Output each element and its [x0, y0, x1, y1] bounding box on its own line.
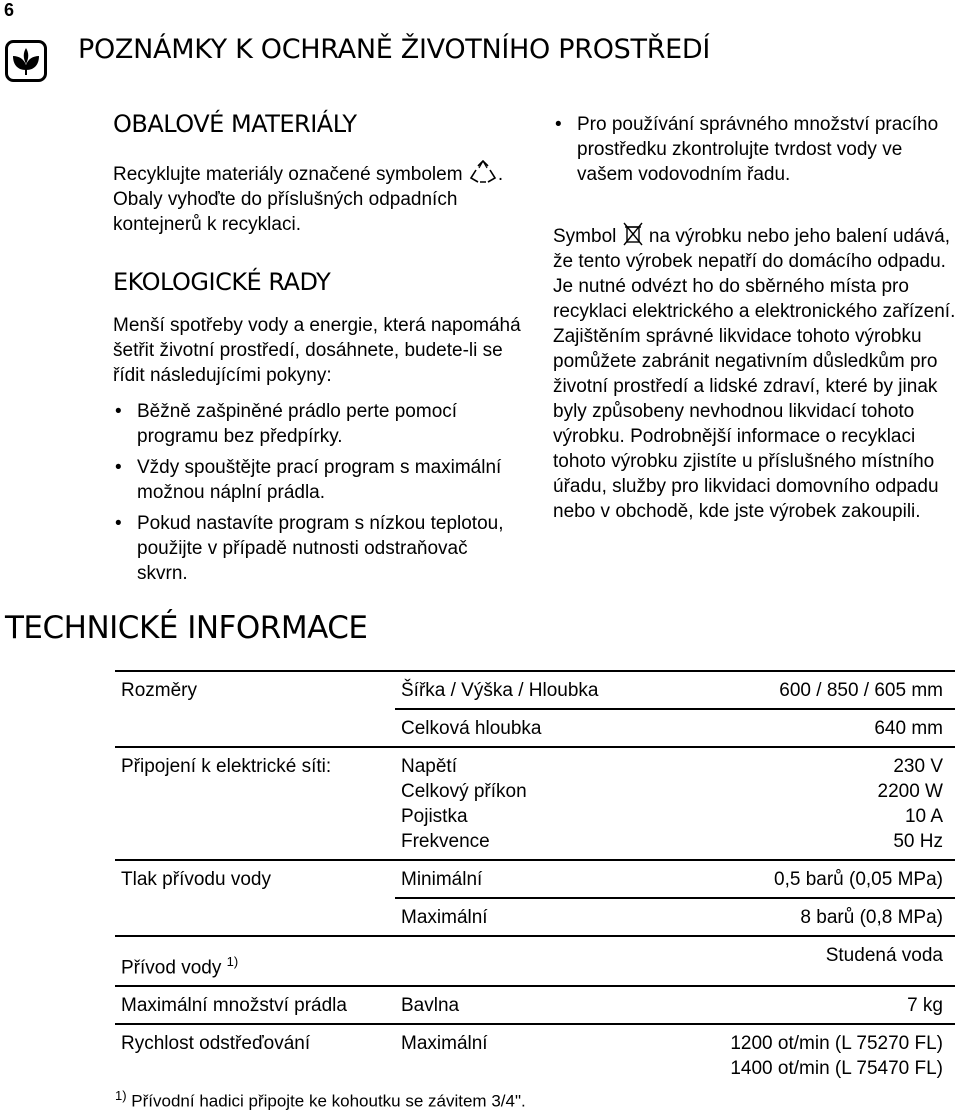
list-item: • Běžně zašpiněné prádlo perte pomocí programu bez předpírky.: [113, 399, 523, 449]
row-value: 8 barů (0,8 MPa): [713, 898, 955, 936]
footnote-mark: 1): [226, 954, 239, 969]
row-key: Maximální: [395, 1024, 713, 1086]
table-row: [115, 986, 955, 1024]
packaging-text-before: Recyklujte materiály označené symbolem: [113, 164, 468, 185]
row-label: Rychlost odstřeďování: [115, 1024, 395, 1086]
packaging-text: [113, 160, 533, 237]
row-key: Celkový příkon: [401, 781, 527, 802]
row-label: Rozměry: [115, 671, 395, 709]
symbol-text: na výrobku nebo jeho balení udává, že tento výrobek nepatří do domácího odpadu. Je nutné odvézt ho do sběrného místa pro recyklaci elektrického a elektronického zařízení. Zajištěním správné likvidace tohoto výrobku pomůžete zabránit negativním důsledkům pro životní prostředí a lidské zdraví, které by jinak byly způsobeny nevhodnou likvidací tohoto výrobku. Podrobnější informace o recyklaci tohoto výrobku zjistíte u příslušného místního úřadu, služby pro likvidaci domovního odpadu nebo v obchodě, kde jste výrobek zakoupili.: [553, 226, 956, 522]
row-value: 600 / 850 / 605 mm: [713, 671, 955, 709]
row-value: 50 Hz: [893, 831, 943, 852]
list-item: • Pokud nastavíte program s nízkou teplotou, použijte v případě nutnosti odstraňovač skvrn.: [113, 511, 523, 586]
row-key: Bavlna: [395, 986, 713, 1024]
eco-tips-intro: Menší spotřeby vody a energie, která napomáhá šetřit životní prostředí, dosáhnete, budete-li se řídit následujícími pokyny:: [113, 315, 521, 386]
row-key: Frekvence: [401, 831, 490, 852]
weee-disposal-text: [553, 222, 958, 524]
page-title: POZNÁMKY K OCHRANĚ ŽIVOTNÍHO PROSTŘEDÍ: [78, 34, 711, 65]
row-key: Pojistka: [401, 806, 468, 827]
footnote-text: Přívodní hadici připojte ke kohoutku se závitem 3/4".: [131, 1091, 526, 1111]
list-item: • Vždy spouštějte prací program s maximální možnou náplní prádla.: [113, 455, 523, 505]
eco-tips-heading: EKOLOGICKÉ RADY: [113, 268, 331, 296]
footnote-mark: 1): [115, 1088, 127, 1103]
table-row: [115, 860, 955, 898]
row-label: Přívod vody: [121, 957, 222, 979]
row-value: 1400 ot/min (L 75470 FL): [730, 1058, 943, 1080]
row-key: Šířka / Výška / Hloubka: [395, 671, 713, 709]
eco-tips-list: [113, 399, 523, 592]
environment-leaf-icon: [5, 40, 47, 82]
table-row: [115, 936, 955, 986]
table-row: [115, 898, 955, 936]
row-key: Minimální: [395, 860, 713, 898]
spec-table: [115, 670, 955, 1086]
table-row: [115, 671, 955, 709]
row-key: Napětí: [401, 756, 457, 777]
row-value: Studená voda: [713, 936, 955, 986]
page-number: 6: [4, 0, 15, 20]
water-hardness-list: [553, 112, 953, 193]
footnote: [115, 1088, 526, 1112]
row-value: 7 kg: [713, 986, 955, 1024]
row-label: Připojení k elektrické síti:: [115, 747, 395, 860]
list-item: • Pro používání správného množství pracího prostředku zkontrolujte tvrdost vody ve vašem vodovodním řadu.: [553, 112, 953, 187]
row-value: 640 mm: [713, 709, 955, 747]
table-row: [115, 1024, 955, 1086]
row-value: 2200 W: [877, 781, 943, 802]
table-row: [115, 747, 955, 860]
row-value: 10 A: [904, 806, 943, 827]
row-label: Tlak přívodu vody: [115, 860, 395, 898]
symbol-prefix: Symbol: [553, 226, 622, 247]
recycle-icon: [468, 160, 498, 184]
crossed-bin-icon: [622, 222, 644, 246]
row-value: 230 V: [893, 756, 943, 777]
row-label: Maximální množství prádla: [115, 986, 395, 1024]
packaging-heading: OBALOVÉ MATERIÁLY: [113, 110, 357, 138]
technical-heading: TECHNICKÉ INFORMACE: [5, 610, 368, 646]
row-key: Celková hloubka: [395, 709, 713, 747]
row-key: Maximální: [395, 898, 713, 936]
row-value: 1200 ot/min (L 75270 FL): [730, 1033, 943, 1055]
packaging-text-after: . Obaly vyhoďte do příslušných odpadních kontejnerů k recyklaci.: [113, 164, 504, 235]
row-value: 0,5 barů (0,05 MPa): [713, 860, 955, 898]
table-row: [115, 709, 955, 747]
